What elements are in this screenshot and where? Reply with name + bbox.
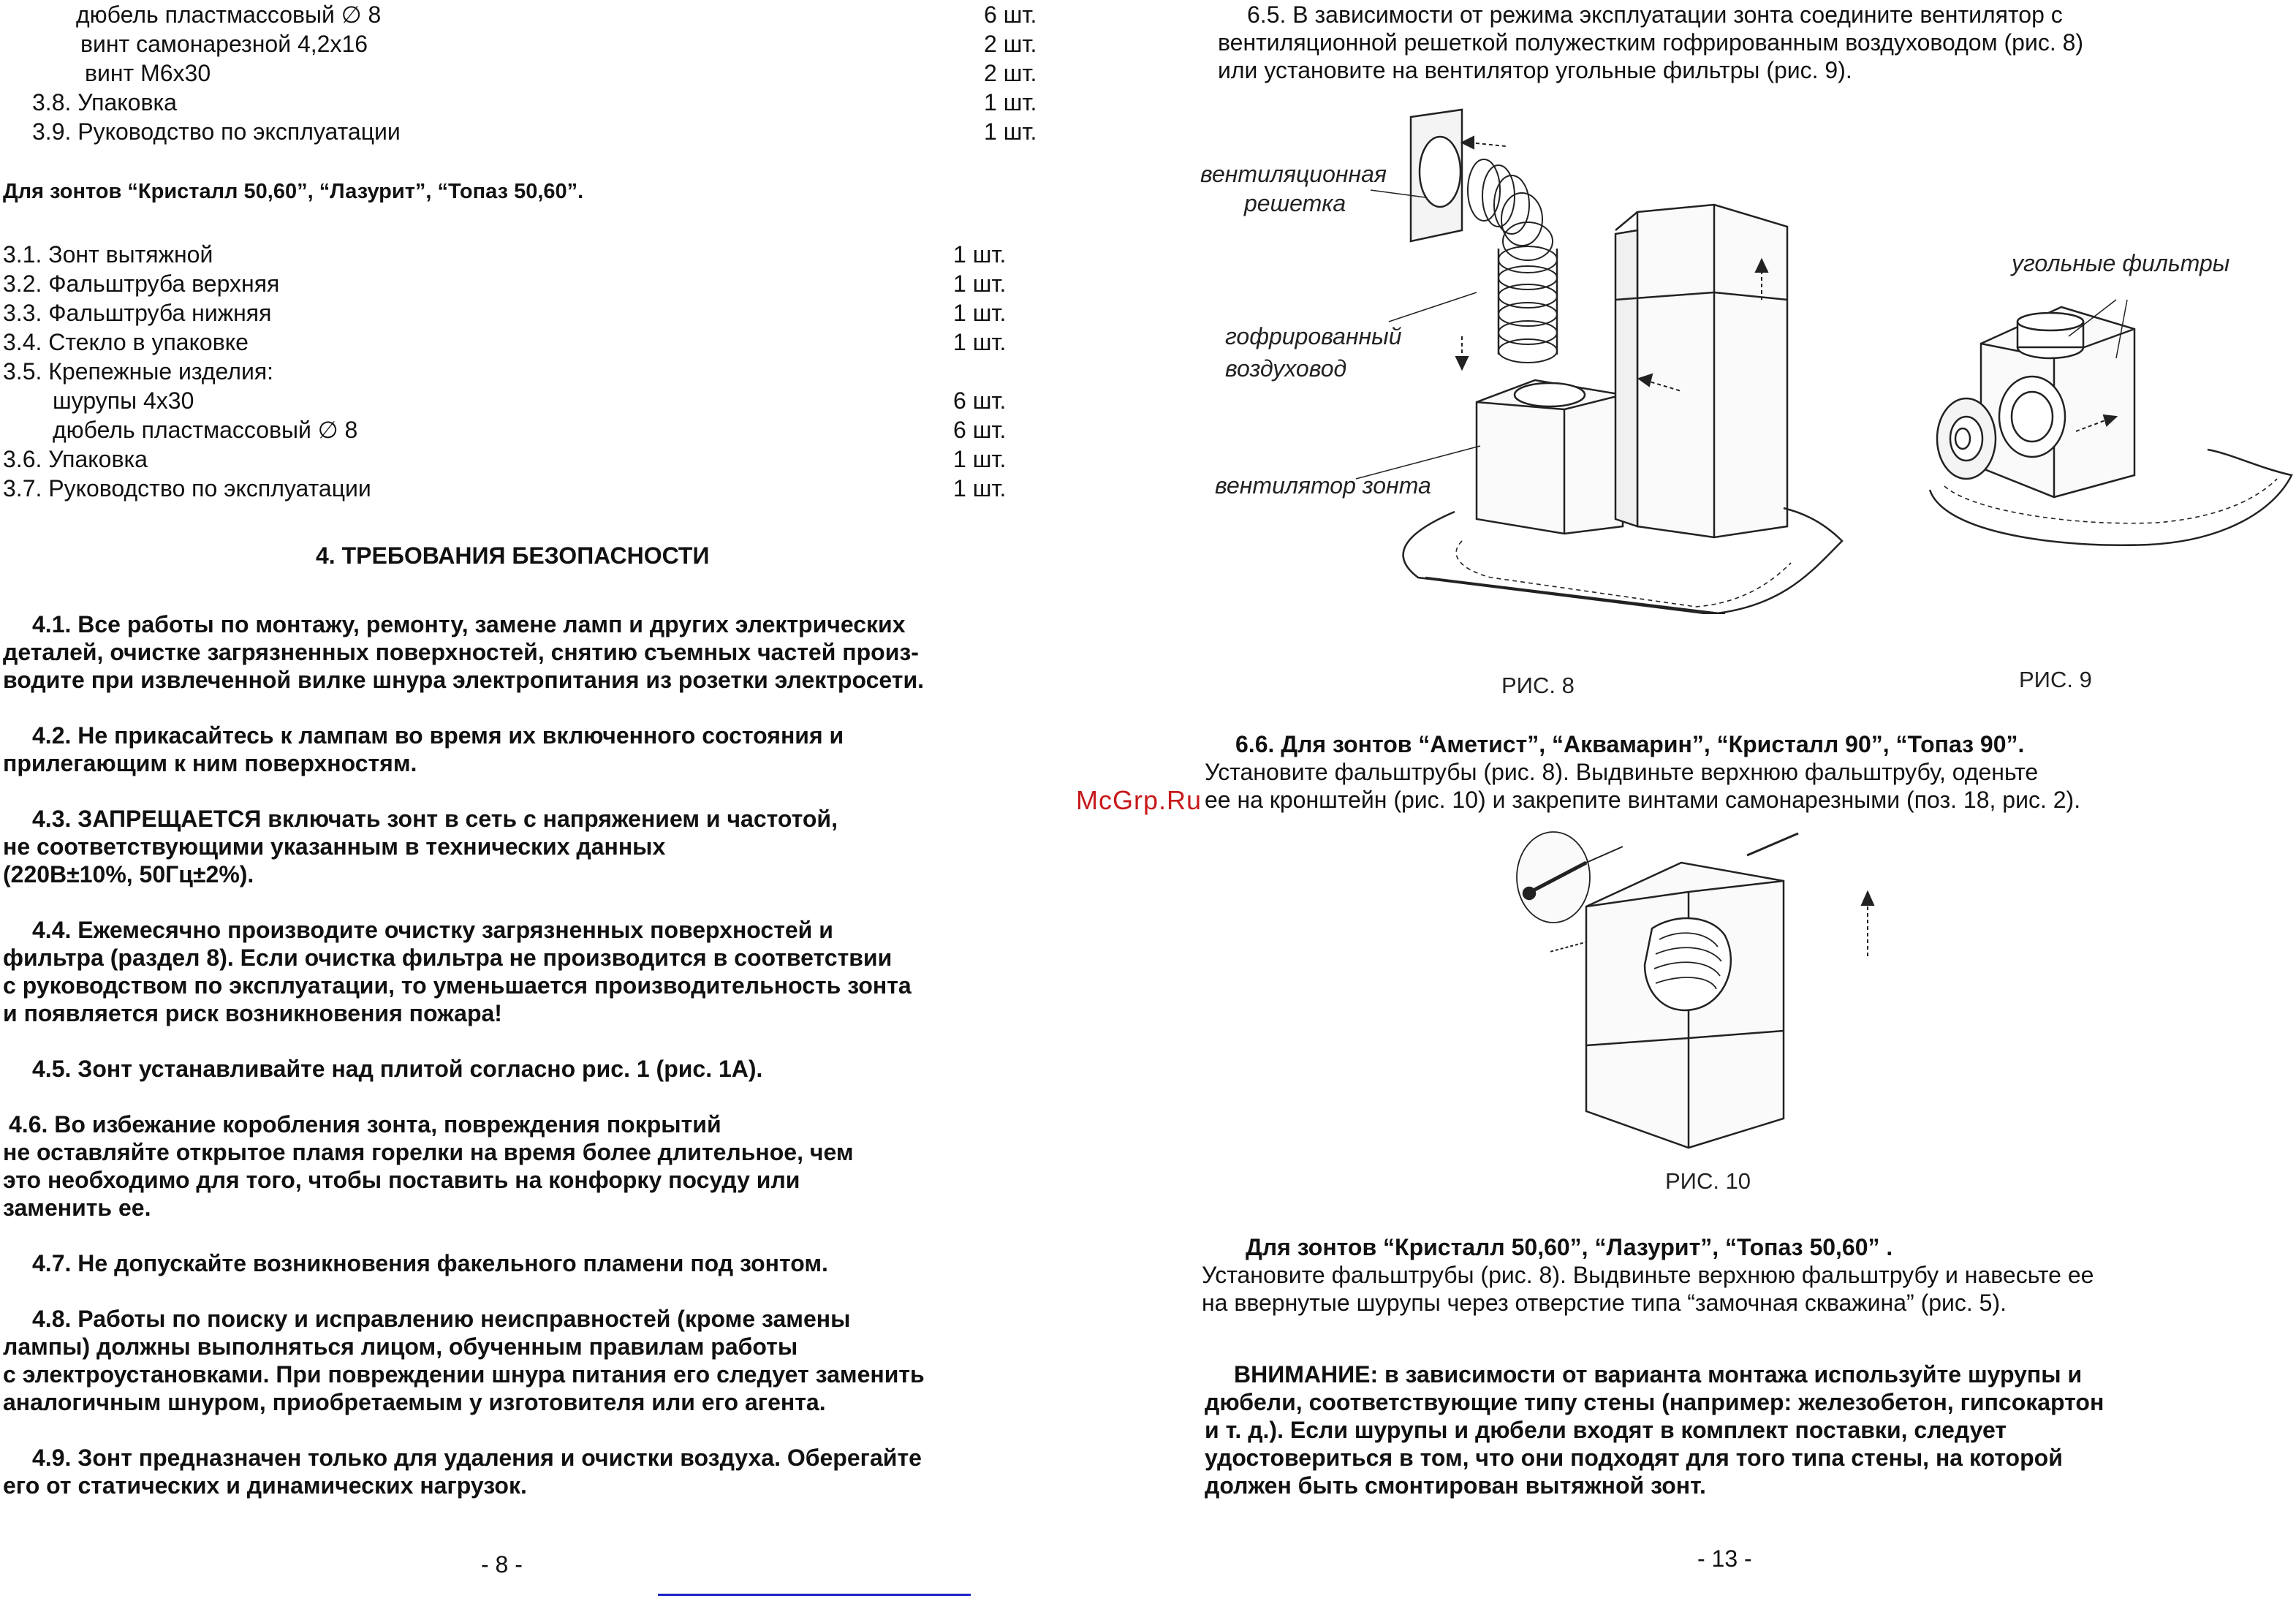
paragraph-line: 4.5. Зонт устанавливайте над плитой согласно рис. 1 (рис. 1А). (32, 1056, 763, 1082)
warning-line: ВНИМАНИЕ: в зависимости от варианта монтажа используйте шурупы и (1234, 1361, 2083, 1388)
list-item: 3.6. Упаковка (3, 446, 148, 472)
paragraph-line: или установите на вентилятор угольные фильтры (рис. 9). (1218, 57, 1852, 83)
list-qty: 1 шт. (953, 446, 1007, 472)
paragraph-line: (220В±10%, 50Гц±2%). (3, 861, 254, 887)
paragraph-line: деталей, очистке загрязненных поверхностей, снятию съемных частей произ- (3, 639, 919, 665)
list-qty: 1 шт. (984, 89, 1037, 116)
paragraph-line: 4.3. ЗАПРЕЩАЕТСЯ включать зонт в сеть с напряжением и частотой, (32, 806, 838, 832)
paragraph-line: фильтра (раздел 8). Если очистка фильтра не производится в соответствии (3, 945, 893, 971)
list-qty: 1 шт. (953, 329, 1007, 355)
list-item: 3.7. Руководство по эксплуатации (3, 475, 371, 502)
section-title: 4. ТРЕБОВАНИЯ БЕЗОПАСНОСТИ (316, 542, 710, 569)
paragraph-line: 4.6. Во избежание коробления зонта, повреждения покрытий (9, 1111, 721, 1138)
list-item: 3.1. Зонт вытяжной (3, 241, 213, 268)
paragraph-line: ее на кронштейн (рис. 10) и закрепите винтами самонарезными (поз. 18, рис. 2). (1205, 787, 2081, 813)
paragraph-line: с электроустановками. При повреждении шнура питания его следует заменить (3, 1361, 925, 1388)
list-qty: 1 шт. (953, 300, 1007, 326)
list-qty: 1 шт. (953, 241, 1007, 268)
page-number: - 8 - (481, 1551, 523, 1578)
figure-9-charcoal-filters (1915, 292, 2295, 556)
paragraph-line: вентиляционной решеткой полужестким гофрированным воздуховодом (рис. 8) (1218, 29, 2084, 56)
label-duct-2: воздуховод (1225, 355, 1347, 382)
paragraph-line: Установите фальштрубы (рис. 8). Выдвиньте верхнюю фальштрубу, оденьте (1205, 759, 2039, 785)
list-qty: 1 шт. (984, 118, 1037, 145)
label-duct-1: гофрированный (1225, 323, 1402, 349)
paragraph-line: 4.7. Не допускайте возникновения факельного пламени под зонтом. (32, 1250, 828, 1276)
label-grille-2: решетка (1244, 190, 1346, 216)
list-qty: 2 шт. (984, 31, 1037, 57)
page-number: - 13 - (1697, 1545, 1752, 1572)
list-item: 3.4. Стекло в упаковке (3, 329, 249, 355)
label-grille-1: вентиляционная (1200, 161, 1387, 187)
list-qty: 2 шт. (984, 60, 1037, 86)
watermark: McGrp.Ru (1076, 785, 1202, 815)
list-item: дюбель пластмассовый ∅ 8 (53, 417, 358, 443)
paragraph-line: 4.4. Ежемесячно производите очистку загрязненных поверхностей и (32, 917, 833, 943)
paragraph-line: с руководством по эксплуатации, то уменьшается производительность зонта (3, 972, 912, 999)
link-underline (658, 1594, 971, 1596)
warning-line: должен быть смонтирован вытяжной зонт. (1205, 1472, 1706, 1499)
list-item: дюбель пластмассовый ∅ 8 (76, 1, 382, 28)
warning-line: дюбели, соответствующие типу стены (например: железобетон, гипсокартон (1205, 1389, 2104, 1415)
figure-10-caption: РИС. 10 (1665, 1168, 1751, 1194)
list-item: 3.8. Упаковка (32, 89, 177, 116)
figure-10-chimney-bracket (1506, 811, 1901, 1155)
list-item: 3.2. Фальштруба верхняя (3, 270, 280, 297)
list-item: 3.9. Руководство по эксплуатации (32, 118, 401, 145)
models-heading: Для зонтов “Кристалл 50,60”, “Лазурит”, “Топаз 50,60” . (1246, 1234, 1893, 1260)
paragraph-line: не соответствующими указанным в технических данных (3, 833, 666, 860)
list-qty: 6 шт. (984, 1, 1037, 28)
list-qty: 1 шт. (953, 475, 1007, 502)
list-item: шурупы 4х30 (53, 387, 194, 414)
list-qty: 6 шт. (953, 417, 1007, 443)
paragraph-line: лампы) должны выполняться лицом, обученным правилам работы (3, 1333, 798, 1360)
warning-line: удостовериться в том, что они подходят для того типа стены, на которой (1205, 1445, 2063, 1471)
paragraph-line: водите при извлеченной вилке шнура электропитания из розетки электросети. (3, 667, 924, 693)
list-item: винт самонарезной 4,2х16 (80, 31, 368, 57)
paragraph-line: прилегающим к ним поверхностям. (3, 750, 417, 776)
list-item: 3.3. Фальштруба нижняя (3, 300, 272, 326)
paragraph-heading: 6.6. Для зонтов “Аметист”, “Аквамарин”, “Кристалл 90”, “Топаз 90”. (1235, 731, 2025, 757)
paragraph-line: заменить ее. (3, 1195, 151, 1221)
list-qty: 1 шт. (953, 270, 1007, 297)
paragraph-line: 4.1. Все работы по монтажу, ремонту, замене ламп и других электрических (32, 611, 906, 637)
paragraph-line: это необходимо для того, чтобы поставить на конфорку посуду или (3, 1167, 800, 1193)
warning-line: и т. д.). Если шурупы и дюбели входят в комплект поставки, следует (1205, 1417, 2007, 1443)
figure-8-caption: РИС. 8 (1501, 673, 1575, 698)
figure-9-caption: РИС. 9 (2019, 667, 2092, 692)
paragraph-line: на ввернутые шурупы через отверстие типа “замочная скважина” (рис. 5). (1202, 1290, 2007, 1316)
paragraph-line: 6.5. В зависимости от режима эксплуатации зонта соедините вентилятор с (1247, 1, 2063, 28)
paragraph-line: не оставляйте открытое пламя горелки на время более длительное, чем (3, 1139, 854, 1165)
paragraph-line: его от статических и динамических нагрузок. (3, 1472, 527, 1499)
list-qty: 6 шт. (953, 387, 1007, 414)
label-charcoal-filters: угольные фильтры (2012, 250, 2230, 276)
label-fan: вентилятор зонта (1215, 472, 1431, 499)
paragraph-line: и появляется риск возникновения пожара! (3, 1000, 502, 1026)
paragraph-line: 4.2. Не прикасайтесь к лампам во время их включенного состояния и (32, 722, 844, 749)
list-item: 3.5. Крепежные изделия: (3, 358, 274, 385)
models-heading: Для зонтов “Кристалл 50,60”, “Лазурит”, “Топаз 50,60”. (3, 180, 584, 203)
list-item: винт М6х30 (85, 60, 211, 86)
paragraph-line: Установите фальштрубы (рис. 8). Выдвиньте верхнюю фальштрубу и навесьте ее (1202, 1262, 2094, 1288)
paragraph-line: 4.9. Зонт предназначен только для удаления и очистки воздуха. Оберегайте (32, 1445, 922, 1471)
paragraph-line: 4.8. Работы по поиску и исправлению неисправностей (кроме замены (32, 1306, 851, 1332)
paragraph-line: аналогичным шнуром, приобретаемым у изготовителя или его агента. (3, 1389, 826, 1415)
